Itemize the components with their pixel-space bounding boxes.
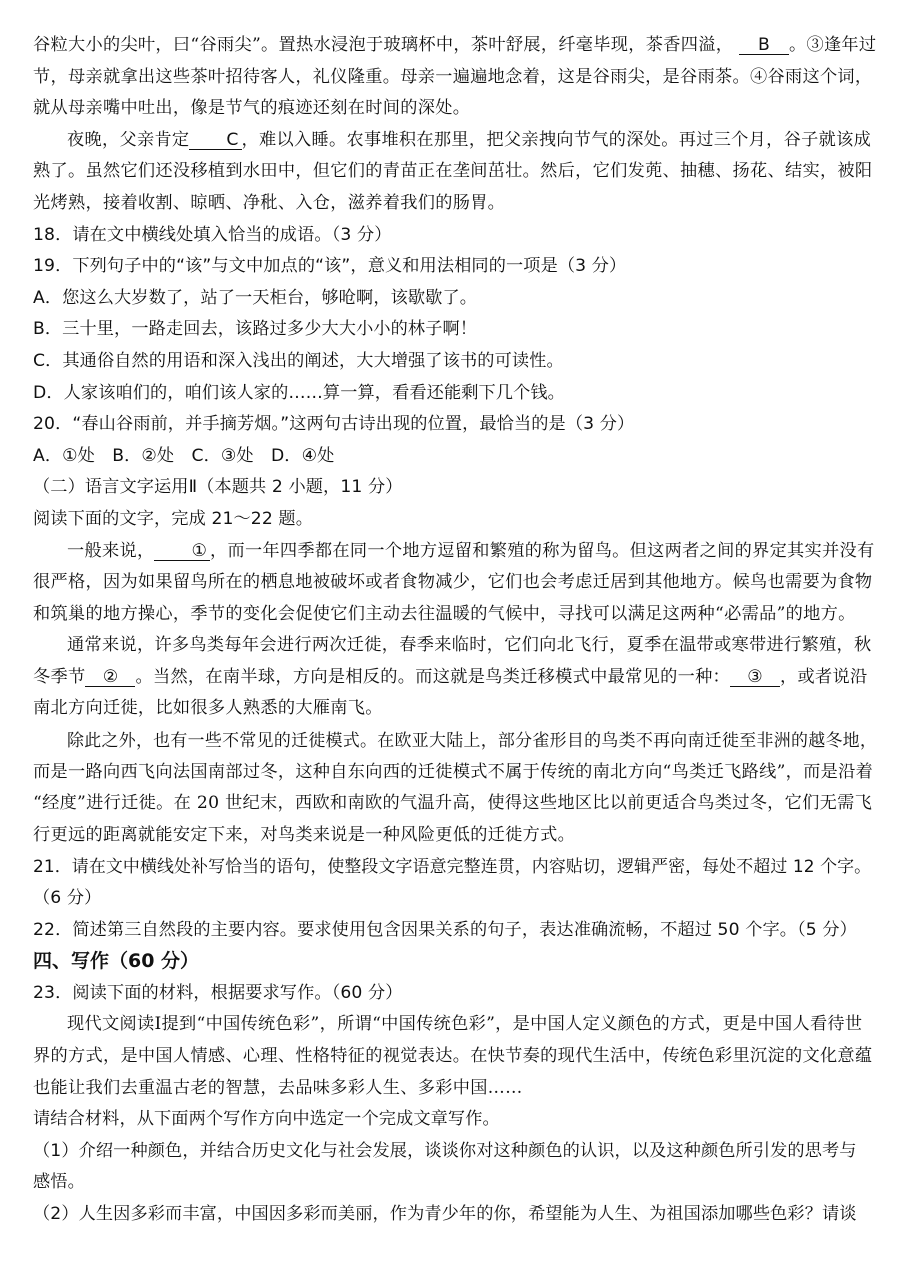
bird-passage-p2-line3: 南北方向迁徙，比如很多人熟悉的大雁南飞。 [33, 698, 383, 719]
material-line3: 也能让我们去重温古老的智慧，去品味多彩人生、多彩中国…… [33, 1077, 523, 1098]
exam-page [33, 30, 878, 1231]
reading-instruction: 阅读下面的文字，完成 21～22 题。 [33, 508, 314, 529]
writing-option-1-line1: （1）介绍一种颜色，并结合历史文化与社会发展，谈谈你对这种颜色的认识，以及这种颜色所引发的思考与 [33, 1140, 857, 1161]
question-19-option-d: D．人家该咱们的，咱们该人家的……算一算，看看还能剩下几个钱。 [33, 382, 565, 403]
question-19-option-b: B．三十里，一路走回去，该路过多少大大小小的林子啊！ [33, 319, 478, 340]
passage-text: 一般来说， [67, 540, 155, 561]
question-23-stem: 23．阅读下面的材料，根据要求写作。（60 分） [33, 982, 403, 1003]
bird-passage-p3-line1: 除此之外，也有一些不常见的迁徙模式。在欧亚大陆上，部分雀形目的鸟类不再向南迁徙至非洲的越冬地， [67, 730, 878, 751]
passage1-line2: 节，母亲就拿出这些茶叶招待客人，礼仪隆重。母亲一遍遍地念着，这是谷雨尖，是谷雨茶。④谷雨这个词， [33, 66, 873, 87]
bird-passage-p2-line2 [33, 662, 878, 694]
question-22: 22．简述第三自然段的主要内容。要求使用包含因果关系的句子，表达准确流畅，不超过 50 个字。（5 分） [33, 919, 857, 940]
answer-blank-3: ③ [730, 668, 780, 687]
bird-passage-p3-line4: 行更远的距离就能安定下来，对鸟类来说是一种风险更低的迁徙方式。 [33, 824, 576, 845]
section-4-title: 四、写作（60 分） [33, 950, 200, 973]
question-21-line2: （6 分） [33, 888, 102, 909]
writing-instruction: 请结合材料，从下面两个写作方向中选定一个完成文章写作。 [33, 1109, 500, 1130]
bird-passage-p3-line2: 而是一路向西飞向法国南部过冬，这种自东向西的迁徙模式不属于传统的南北方向“鸟类迁飞路线”，而是沿着 [33, 761, 874, 782]
question-19-stem: 19．下列句子中的“该”与文中加点的“该”，意义和用法相同的一项是（3 分） [33, 256, 627, 277]
passage2-line1 [33, 125, 878, 157]
passage-text: 谷粒大小的尖叶，曰“谷雨尖”。置热水浸泡于玻璃杯中，茶叶舒展，纤毫毕现，茶香四溢， [33, 35, 734, 55]
passage-text: ，而一年四季都在同一个地方逗留和繁殖的称为留鸟。但这两者之间的界定其实并没有 [209, 540, 875, 561]
question-20-stem: 20．“春山谷雨前，并手摘芳烟。”这两句古诗出现的位置，最恰当的是（3 分） [33, 414, 635, 435]
bird-passage-p1-line2: 很严格，因为如果留鸟所在的栖息地被破坏或者食物减少，它们也会考虑迁居到其他地方。候鸟也需要为食物 [33, 572, 873, 593]
answer-blank-2: ② [85, 668, 135, 687]
writing-option-1-line2: 感悟。 [33, 1172, 85, 1193]
passage-text: 夜晚，父亲肯定 [67, 129, 190, 150]
writing-option-2-line1: （2）人生因多彩而丰富，中国因多彩而美丽，作为青少年的你，希望能为人生、为祖国添加哪些色彩？请谈 [33, 1203, 857, 1224]
section-2-title: （二）语言文字运用Ⅱ（本题共 2 小题，11 分） [33, 477, 403, 498]
answer-blank-c: C [189, 131, 241, 150]
passage1-line3: 就从母亲嘴中吐出，像是节气的痕迹还刻在时间的深处。 [33, 98, 471, 119]
passage-text: 冬季节 [33, 666, 86, 687]
passage1-line1 [33, 30, 878, 62]
question-18: 18．请在文中横线处填入恰当的成语。（3 分） [33, 224, 392, 245]
bird-passage-p1-line3: 和筑巢的地方操心，季节的变化会促使它们主动去往温暖的气候中，寻找可以满足这两种“必需品”的地方。 [33, 603, 856, 624]
bird-passage-p2-line1: 通常来说，许多鸟类每年会进行两次迁徙，春季来临时，它们向北飞行，夏季在温带或寒带进行繁殖，秋 [67, 635, 872, 656]
bird-passage-p3-line3: “经度”进行迁徙。在 20 世纪末，西欧和南欧的气温升高，使得这些地区比以前更适合鸟类过冬，它们无需飞 [33, 793, 873, 814]
passage-text: 。③逢年过 [788, 35, 877, 55]
passage-text: ，或者说沿 [780, 666, 868, 687]
passage-text: ，难以入睡。农事堆积在那里，把父亲拽向节气的深处。再过三个月，谷子就该成 [241, 129, 872, 150]
bird-passage-p1-line1 [33, 536, 878, 568]
answer-blank-1: ① [154, 542, 210, 561]
question-19-option-c: C．其通俗自然的用语和深入浅出的阐述，大大增强了该书的可读性。 [33, 350, 564, 371]
material-line1: 现代文阅读Ⅰ提到“中国传统色彩”，所谓“中国传统色彩”，是中国人定义颜色的方式，更是中国人看待世 [67, 1014, 863, 1035]
passage2-line2: 熟了。虽然它们还没移植到水田中，但它们的青苗正在垄间茁壮。然后，它们发蔸、抽穗、扬花、结实，被阳 [33, 161, 873, 182]
material-line2: 界的方式，是中国人情感、心理、性格特征的视觉表达。在快节奏的现代生活中，传统色彩里沉淀的文化意蕴 [33, 1046, 873, 1066]
question-21-line1: 21．请在文中横线处补写恰当的语句，使整段文字语意完整连贯，内容贴切，逻辑严密，每处不超过 12 个字。 [33, 856, 872, 877]
passage2-line3: 光烤熟，接着收割、晾晒、净秕、入仓，滋养着我们的肠胃。 [33, 192, 506, 213]
question-20-options: A．①处 B．②处 C．③处 D．④处 [33, 445, 335, 466]
question-19-option-a: A．您这么大岁数了，站了一天柜台，够呛啊，该歇歇了。 [33, 287, 478, 308]
answer-blank-b: B [739, 36, 789, 55]
passage-text: 。当然，在南半球，方向是相反的。而这就是鸟类迁移模式中最常见的一种： [135, 666, 731, 687]
